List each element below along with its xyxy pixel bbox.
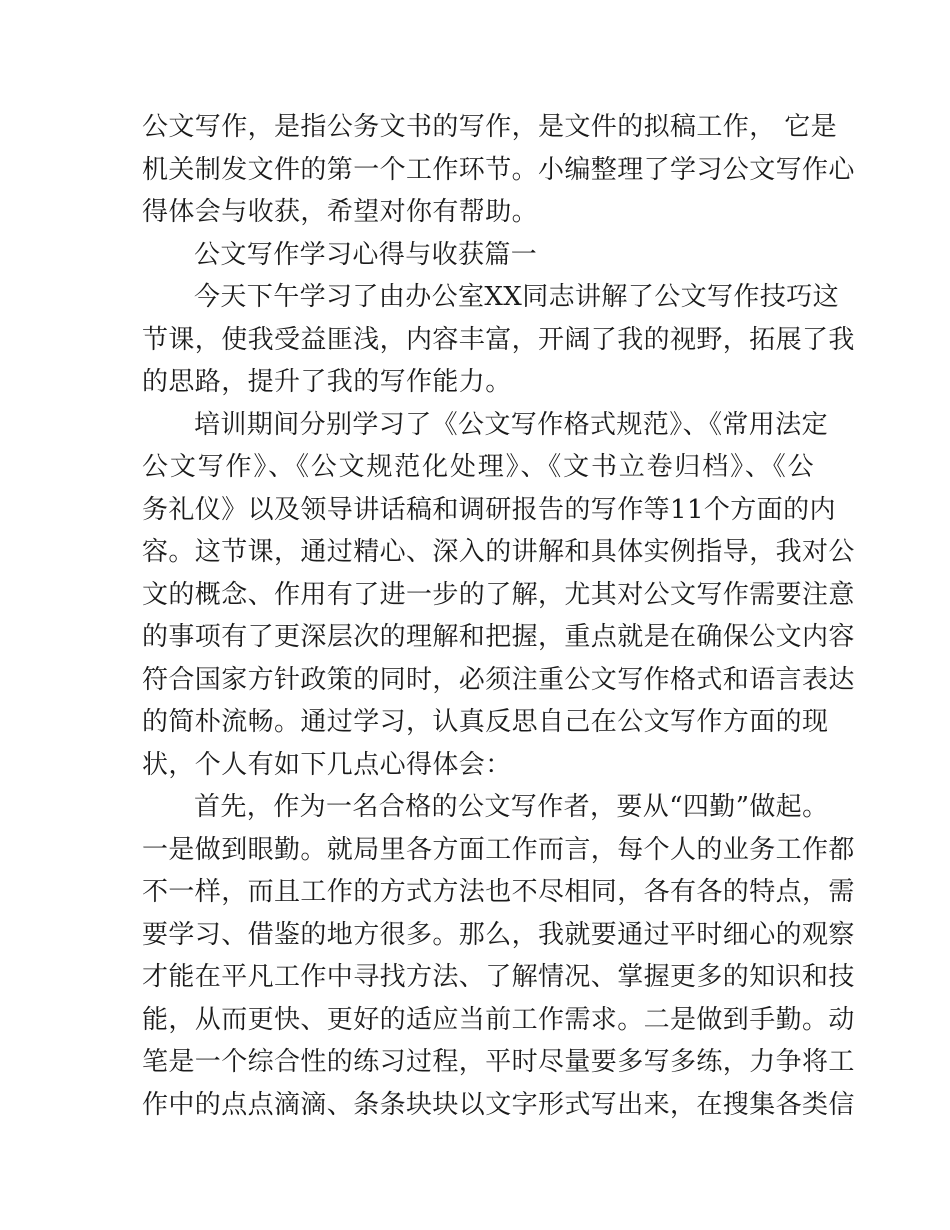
text-line: 符合国家方针政策的同时，必须注重公文写作格式和语言表达 — [142, 664, 855, 695]
text-line: 机关制发文件的第一个工作环节。小编整理了学习公文写作心 — [142, 154, 855, 185]
paragraph — [142, 786, 855, 1126]
text-line: 才能在平凡工作中寻找方法、了解情况、掌握更多的知识和技 — [142, 962, 855, 992]
paragraph — [142, 276, 855, 404]
text-line: 的思路，提升了我的写作能力。 — [142, 367, 512, 397]
text-line: 要学习、借鉴的地方很多。那么，我就要通过平时细心的观察 — [142, 919, 855, 950]
text-line: 的事项有了更深层次的理解和把握，重点就是在确保公文内容 — [142, 622, 855, 652]
text-line: 得体会与收获，希望对你有帮助。 — [142, 197, 539, 227]
text-line: 不一样，而且工作的方式方法也不尽相同，各有各的特点，需 — [142, 877, 855, 907]
text-line: 首先，作为一名合格的公文写作者，要从“四勤”做起。 — [194, 792, 829, 822]
text-line: 一是做到眼勤。就局里各方面工作而言，每个人的业务工作都 — [142, 834, 855, 865]
text-line: 今天下午学习了由办公室XX同志讲解了公文写作技巧这 — [194, 282, 840, 312]
paragraph — [142, 404, 855, 787]
section-heading — [142, 234, 814, 277]
text-line: 状，个人有如下几点心得体会： — [142, 749, 512, 780]
text-line: 的简朴流畅。通过学习，认真反思自己在公文写作方面的现 — [142, 707, 829, 737]
text-line: 节课，使我受益匪浅，内容丰富，开阔了我的视野，拓展了我 — [142, 324, 855, 355]
text-line: 文的概念、作用有了进一步的了解，尤其对公文写作需要注意 — [142, 579, 855, 610]
text-line: 笔是一个综合性的练习过程，平时尽量要多写多练，力争将工 — [142, 1047, 855, 1077]
paragraph-intro — [142, 106, 855, 234]
text-line: 能，从而更快、更好的适应当前工作需求。二是做到手勤。动 — [142, 1004, 855, 1035]
text-line: 公文写作》、《公文规范化处理》、《文书立卷归档》、《公 — [142, 452, 814, 482]
text-line: 务礼仪》以及领导讲话稿和调研报告的写作等11个方面的内 — [142, 494, 836, 525]
text-line: 容。这节课，通过精心、深入的讲解和具体实例指导，我对公 — [142, 537, 855, 567]
text-line: 作中的点点滴滴、条条块块以文字形式写出来，在搜集各类信 — [142, 1089, 855, 1120]
text-line: 公文写作，是指公务文书的写作，是文件的拟稿工作， 它是 — [142, 112, 838, 142]
heading-line: 公文写作学习心得与收获篇一 — [194, 239, 538, 270]
text-line: 培训期间分别学习了《公文写作格式规范》、《常用法定 — [194, 409, 829, 440]
document-body — [142, 106, 855, 1126]
